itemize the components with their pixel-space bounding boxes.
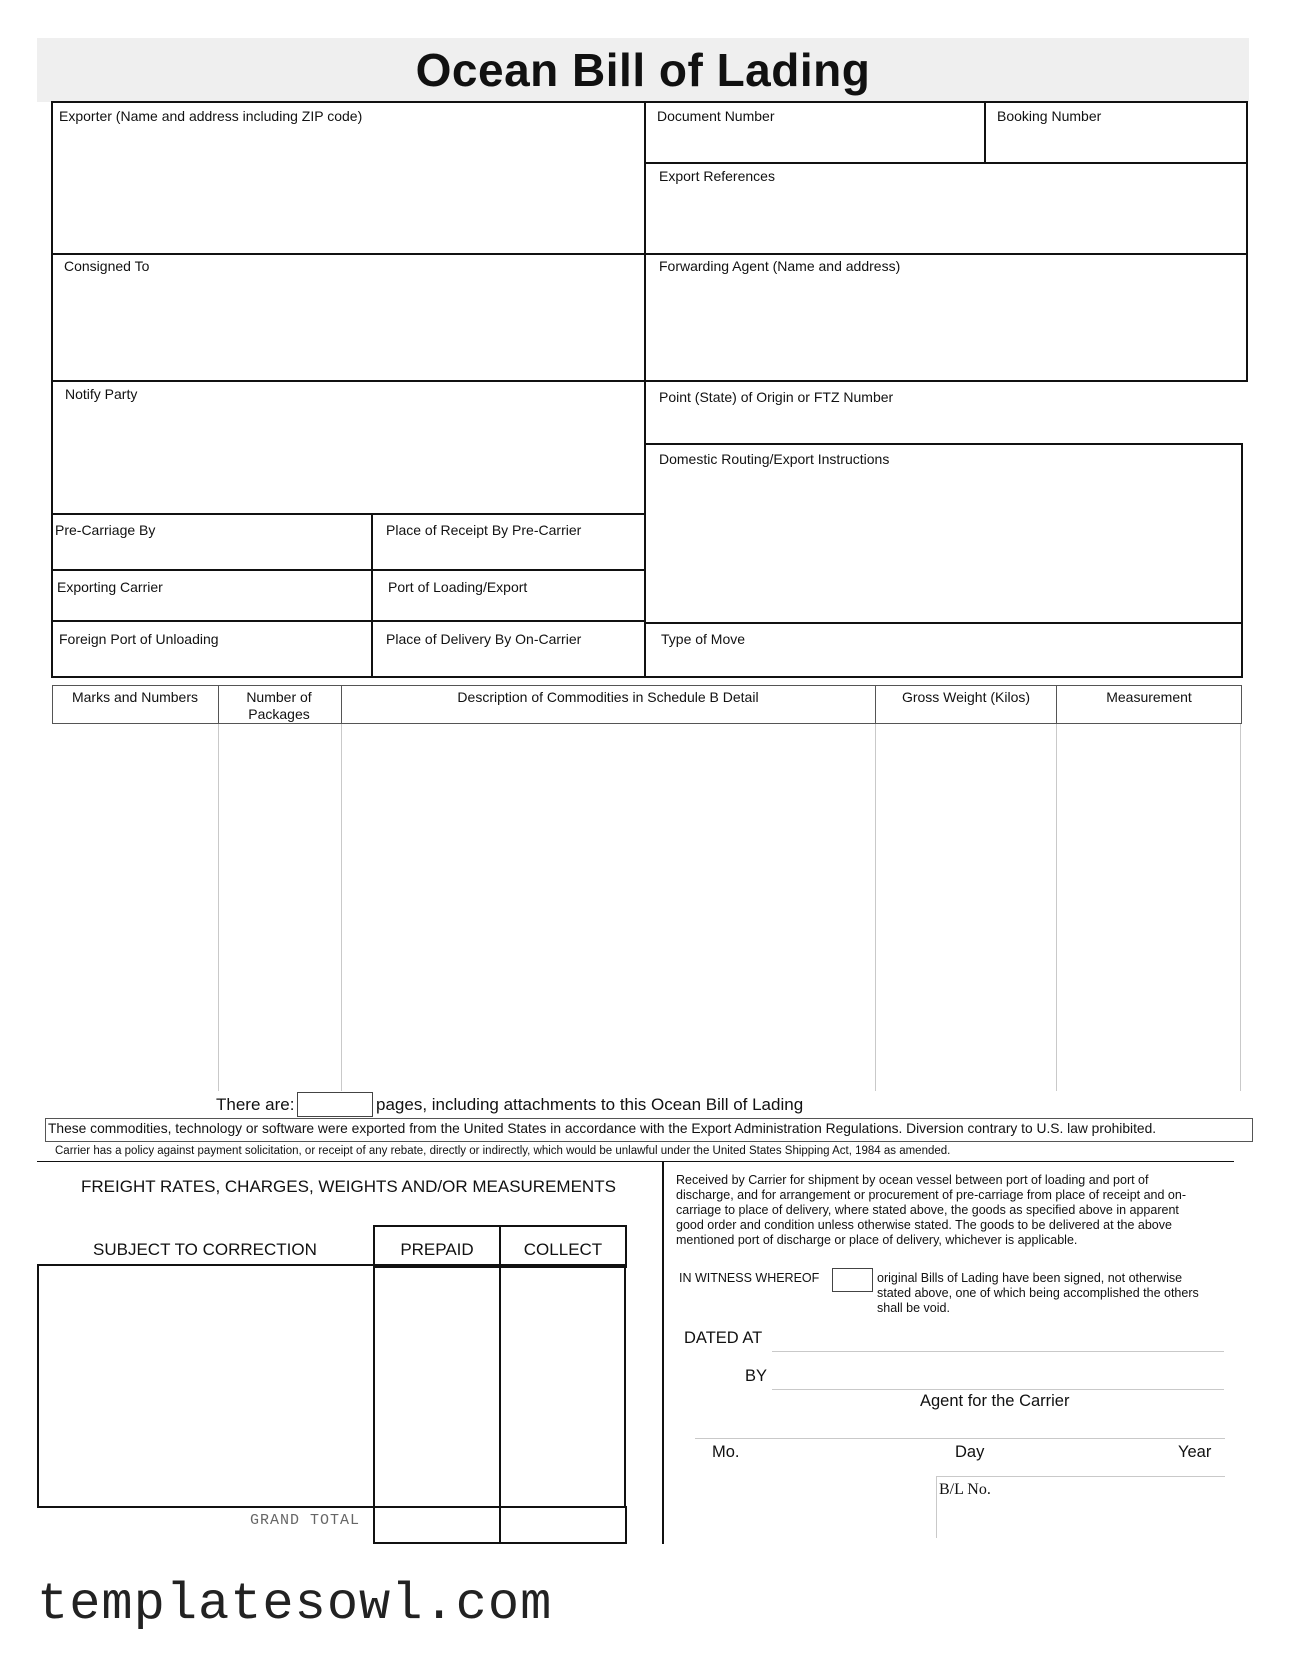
agent-label: Agent for the Carrier xyxy=(920,1392,1070,1410)
col-gross-weight: Gross Weight (Kilos) xyxy=(901,689,1031,705)
by-line[interactable] xyxy=(772,1389,1224,1390)
exporter-label: Exporter (Name and address including ZIP code) xyxy=(59,108,363,124)
consigned-to-label: Consigned To xyxy=(64,258,150,274)
booking-number-label: Booking Number xyxy=(997,108,1102,124)
original-count-input[interactable] xyxy=(832,1268,873,1292)
body-divider xyxy=(1056,724,1057,1091)
collect-header: COLLECT xyxy=(523,1240,603,1259)
domestic-routing-box[interactable] xyxy=(644,443,1243,624)
exporting-carrier-box[interactable] xyxy=(51,569,373,622)
grand-total-prepaid[interactable] xyxy=(373,1506,501,1544)
carrier-policy: Carrier has a policy against payment solicitation, or receipt of any rebate, directly or indirectly, which would be unlawful under the United States Shipping Act, 1984 as amended. xyxy=(55,1145,951,1157)
body-divider xyxy=(875,724,876,1091)
by-label: BY xyxy=(745,1367,768,1385)
origin-left-border xyxy=(644,380,646,445)
policy-underline xyxy=(37,1161,1234,1162)
date-line[interactable] xyxy=(695,1438,1225,1439)
place-of-delivery-label: Place of Delivery By On-Carrier xyxy=(386,631,582,647)
col-description: Description of Commodities in Schedule B Detail xyxy=(457,689,759,705)
type-of-move-label: Type of Move xyxy=(661,631,746,647)
exporting-carrier-label: Exporting Carrier xyxy=(57,579,163,595)
notify-party-label: Notify Party xyxy=(65,386,138,402)
day-label: Day xyxy=(955,1443,985,1461)
col-number-of-packages: Number of Packages xyxy=(246,689,312,722)
place-of-receipt-label: Place of Receipt By Pre-Carrier xyxy=(386,522,582,538)
freight-heading: FREIGHT RATES, CHARGES, WEIGHTS AND/OR MEASUREMENTS xyxy=(81,1177,616,1196)
dated-at-label: DATED AT xyxy=(684,1329,763,1347)
prepaid-column-line xyxy=(373,1264,375,1508)
body-divider xyxy=(341,724,342,1091)
bl-number-label: B/L No. xyxy=(939,1481,991,1498)
forwarding-agent-label: Forwarding Agent (Name and address) xyxy=(659,258,901,274)
col-measurement: Measurement xyxy=(1106,689,1192,705)
foreign-port-label: Foreign Port of Unloading xyxy=(59,631,219,647)
col-marks-numbers: Marks and Numbers xyxy=(71,689,199,705)
freight-charges-area[interactable] xyxy=(37,1264,626,1508)
port-of-loading-label: Port of Loading/Export xyxy=(388,579,528,595)
domestic-routing-label: Domestic Routing/Export Instructions xyxy=(659,451,890,467)
port-of-loading-box[interactable] xyxy=(371,569,646,622)
header-divider xyxy=(218,685,219,724)
export-statement: These commodities, technology or software were exported from the United States in accordance with the Export Administration Regulations. Diversion contrary to U.S. law prohibited. xyxy=(48,1121,1157,1136)
grand-total-label: GRAND TOTAL xyxy=(250,1512,361,1529)
subject-to-correction: SUBJECT TO CORRECTION xyxy=(93,1240,317,1259)
witness-text: original Bills of Lading have been signed, not otherwise stated above, one of which being accomplished the others shall be void. xyxy=(877,1271,1199,1315)
pre-carriage-label: Pre-Carriage By xyxy=(55,522,156,538)
place-of-delivery-box[interactable] xyxy=(371,620,646,678)
collect-column-line xyxy=(499,1264,501,1508)
pages-count-input[interactable] xyxy=(297,1092,373,1117)
notify-party-box[interactable] xyxy=(51,380,646,515)
pages-suffix: pages, including attachments to this Ocean Bill of Lading xyxy=(376,1095,804,1114)
export-references-label: Export References xyxy=(659,168,775,184)
witness-prefix: IN WITNESS WHEREOF xyxy=(679,1271,820,1285)
dated-at-line[interactable] xyxy=(772,1351,1224,1352)
page-title: Ocean Bill of Lading xyxy=(415,44,871,96)
grand-total-collect[interactable] xyxy=(499,1506,627,1544)
year-label: Year xyxy=(1178,1443,1212,1461)
body-divider xyxy=(1240,724,1241,1091)
foreign-port-box[interactable] xyxy=(51,620,373,678)
pages-prefix: There are: xyxy=(216,1095,295,1114)
month-label: Mo. xyxy=(712,1443,740,1461)
watermark: templatesowl.com xyxy=(37,1575,553,1634)
document-number-label: Document Number xyxy=(657,108,775,124)
section-separator xyxy=(662,1162,664,1544)
bl-left-line xyxy=(936,1476,937,1538)
point-of-origin-label: Point (State) of Origin or FTZ Number xyxy=(659,389,894,405)
body-divider xyxy=(218,724,219,1091)
exporter-box[interactable] xyxy=(51,101,646,255)
received-text: Received by Carrier for shipment by ocean vessel between port of loading and port of discharge, and for arrangement or procurement of pre-carriage from place of receipt and on-carriage to place of delivery, where stated above, the goods as specified above in apparent good order and condition unless otherwise stated. The goods to be delivered at the above mentioned port of discharge or place of delivery, whichever is applicable. xyxy=(676,1173,1186,1247)
prepaid-header: PREPAID xyxy=(400,1240,474,1259)
bl-top-line xyxy=(936,1476,1225,1477)
